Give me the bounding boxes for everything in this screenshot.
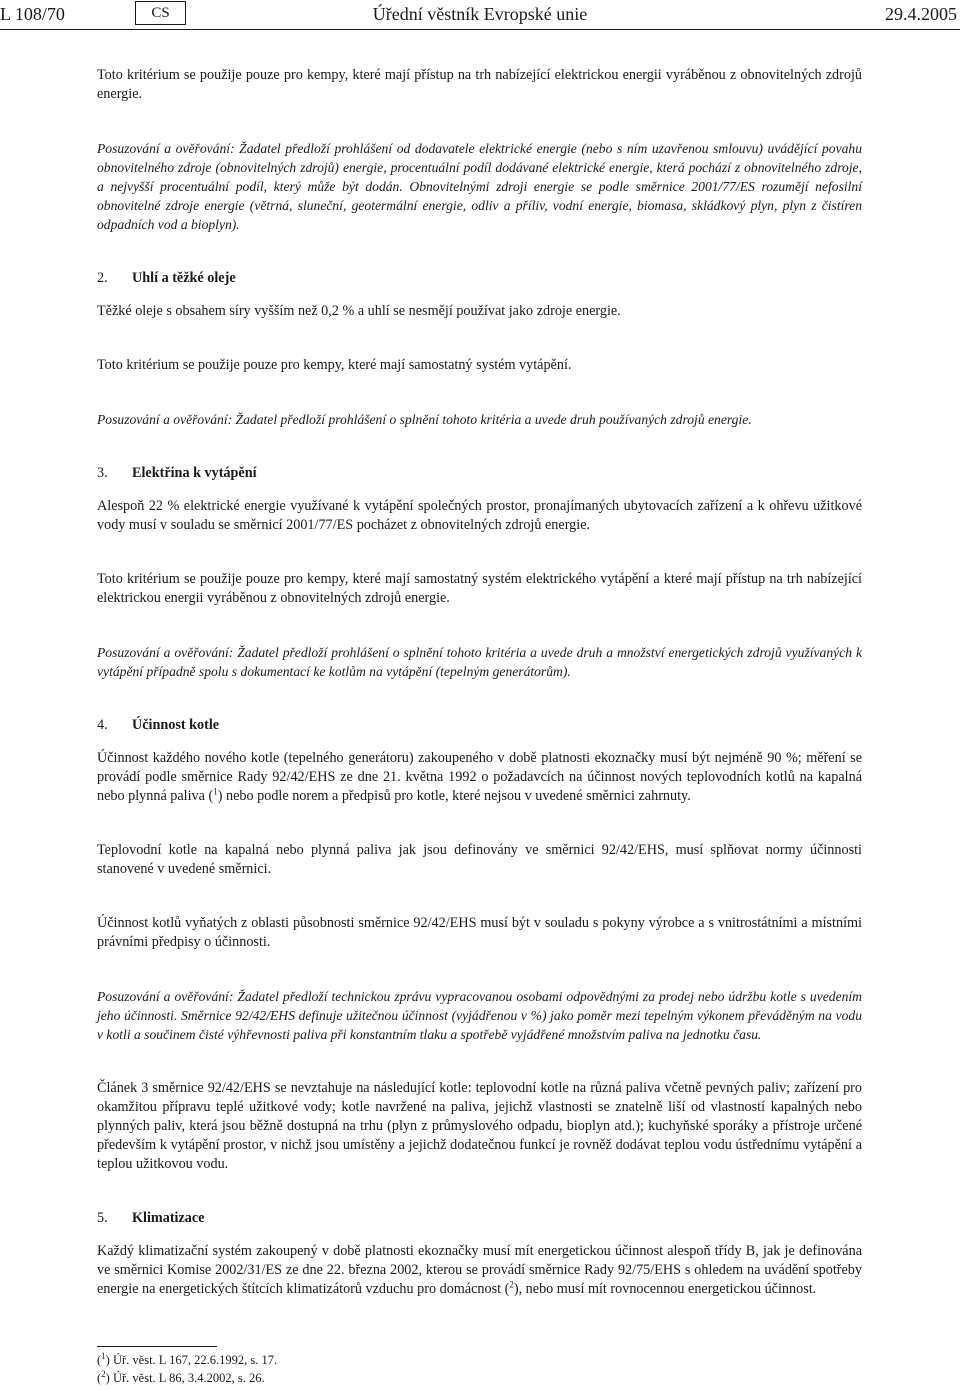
- footnote-rule: [97, 1346, 217, 1347]
- paragraph: Článek 3 směrnice 92/42/EHS se nevztahuje na následující kotle: teplovodní kotle na různá paliva včetně pevných paliv; zařízení pro okamžitou přípravu teplé užitkové vody; kotle navržené na paliva, jejichž vlastnosti se znatelně liší od vlastností kapalných nebo plynných paliv, která jsou běžně dostupná na trhu (plyn z průmyslového odpadu, bioplyn atd.); kuchyňské sporáky a přístroje určené především k vytápění prostor, v nichž jsou umístěny a jejichž dodatečnou funkcí je rovněž dodávat teplou vodu ústřednímu vytápění a teplou užitkovou vodu.: [97, 1080, 862, 1172]
- section-heading-4: [97, 716, 862, 735]
- footnotes: [97, 1351, 397, 1387]
- paragraph: Teplovodní kotle na kapalná nebo plynná paliva jak jsou definovány ve směrnici 92/42/EHS, musí splňovat normy účinnosti stanovené v uvedené směrnici.: [97, 842, 862, 877]
- footnote-ref[interactable]: 2: [509, 1279, 514, 1290]
- footnote: ($^2$) Úř. věst. L 86, 3.4.2002, s. 26.: [97, 1368, 265, 1385]
- paragraph: Toto kritérium se použije pouze pro kempy, které mají samostatný systém vytápění.: [97, 357, 572, 373]
- paragraph: Každý klimatizační systém zakoupený v době platnosti ekoznačky musí mít energetickou účinnost alespoň třídy B, jak je definována ve směrnici Komise 2002/31/ES ze dne 22. března 2002, kterou se provádí směrnice Rady 92/75/EHS s ohledem na uvádění spotřeby energie na energetických štítcích klimatizátorů vzduchu pro domácnost ($^2$), nebo musí mít rovnocennou energetickou účinnost.: [97, 1243, 862, 1297]
- paragraph: Toto kritérium se použije pouze pro kempy, které mají přístup na trh nabízející elektrickou energii vyráběnou z obnovitelných zdrojů energie.: [97, 67, 862, 102]
- paragraph: Toto kritérium se použije pouze pro kempy, které mají samostatný systém elektrického vytápění a které mají přístup na trh nabízející elektrickou energii vyráběnou z obnovitelných zdrojů energie.: [97, 571, 862, 606]
- paragraph: Alespoň 22 % elektrické energie využívané k vytápění společných prostor, pronajímaných ubytovacích zařízení a k ohřevu užitkové vody musí v souladu se směrnicí 2001/77/ES pocházet z obnovitelných zdrojů energie.: [97, 498, 862, 533]
- paragraph: Účinnost kotlů vyňatých z oblasti působnosti směrnice 92/42/EHS musí být v souladu s pokyny výrobce a s vnitrostátními a místními právními předpisy o účinnosti.: [97, 915, 862, 950]
- footnote: ($^1$) Úř. věst. L 167, 22.6.1992, s. 17.: [97, 1350, 278, 1367]
- section-title: Účinnost kotle: [132, 717, 220, 733]
- section-title: Uhlí a těžké oleje: [132, 270, 236, 286]
- section-number: 4.: [97, 717, 108, 733]
- section-title: Elektřina k vytápění: [132, 465, 257, 481]
- assessment-paragraph: Posuzování a ověřování: Žadatel předloží prohlášení od dodavatele elektrické energie (nebo s ním uzavřenou smlouvu) uvádějící povahu obnovitelného zdroje (obnovitelných zdrojů) energie, procentuální podíl dodávané elektrické energie, která pochází z obnovitelného zdroje, a nejvyšší procentuální podíl, který může být dodán. Obnovitelnými zdroji energie se podle směrnice 2001/77/ES rozumějí nefosilní obnovitelné zdroje energie (větrná, sluneční, geotermální energie, odliv a příliv, vodní energie, biomasa, skládkový plyn, plyn z čistíren odpadních vod a bioplyn).: [97, 141, 862, 232]
- page-header: [0, 3, 960, 25]
- section-number: 3.: [97, 465, 108, 481]
- section-heading-5: [97, 1209, 862, 1228]
- footnote-ref[interactable]: 1: [213, 786, 218, 797]
- section-heading-3: [97, 464, 862, 483]
- section-number: 5.: [97, 1210, 108, 1226]
- document-body: [97, 66, 862, 1299]
- section-number: 2.: [97, 270, 108, 286]
- language-badge: CS: [135, 1, 186, 25]
- publication-date: 29.4.2005: [885, 4, 957, 24]
- header-rule: [0, 29, 960, 30]
- section-title: Klimatizace: [132, 1210, 205, 1226]
- assessment-paragraph: Posuzování a ověřování: Žadatel předloží prohlášení o splnění tohoto kritéria a uvede druh používaných zdrojů energie.: [97, 412, 752, 427]
- assessment-paragraph: Posuzování a ověřování: Žadatel předloží technickou zprávu vypracovanou osobami odpovědnými za prodej nebo údržbu kotle s uvedením jeho účinnosti. Směrnice 92/42/EHS definuje užitečnou účinnost (vyjádřenou v %) jako poměr mezi tepelným výkonem převáděným na vodu v kotli a součinem čisté výhřevnosti paliva při konstantním tlaku a spotřebě vyjádřené množstvím paliva na jednotku času.: [97, 989, 862, 1042]
- paragraph: Těžké oleje s obsahem síry vyšším než 0,2 % a uhlí se nesmějí používat jako zdroje energie.: [97, 303, 621, 319]
- assessment-paragraph: Posuzování a ověřování: Žadatel předloží prohlášení o splnění tohoto kritéria a uvede druh a množství energetických zdrojů využívaných k vytápění případně spolu s dokumentací ke kotlům na vytápění (tepelným generátorům).: [97, 645, 862, 679]
- section-heading-2: [97, 269, 862, 288]
- paragraph: Účinnost každého nového kotle (tepelného generátoru) zakoupeného v době platnosti ekoznačky musí být nejméně 90 %; měření se provádí podle směrnice Rady 92/42/EHS ze dne 21. května 1992 o požadavcích na účinnost nových teplovodních kotlů na kapalná nebo plynná paliva ($^1$) nebo podle norem a předpisů pro kotle, které nejsou v uvedené směrnici zahrnuty.: [97, 750, 862, 804]
- page-reference: L 108/70: [0, 4, 65, 24]
- journal-title: Úřední věstník Evropské unie: [372, 4, 588, 24]
